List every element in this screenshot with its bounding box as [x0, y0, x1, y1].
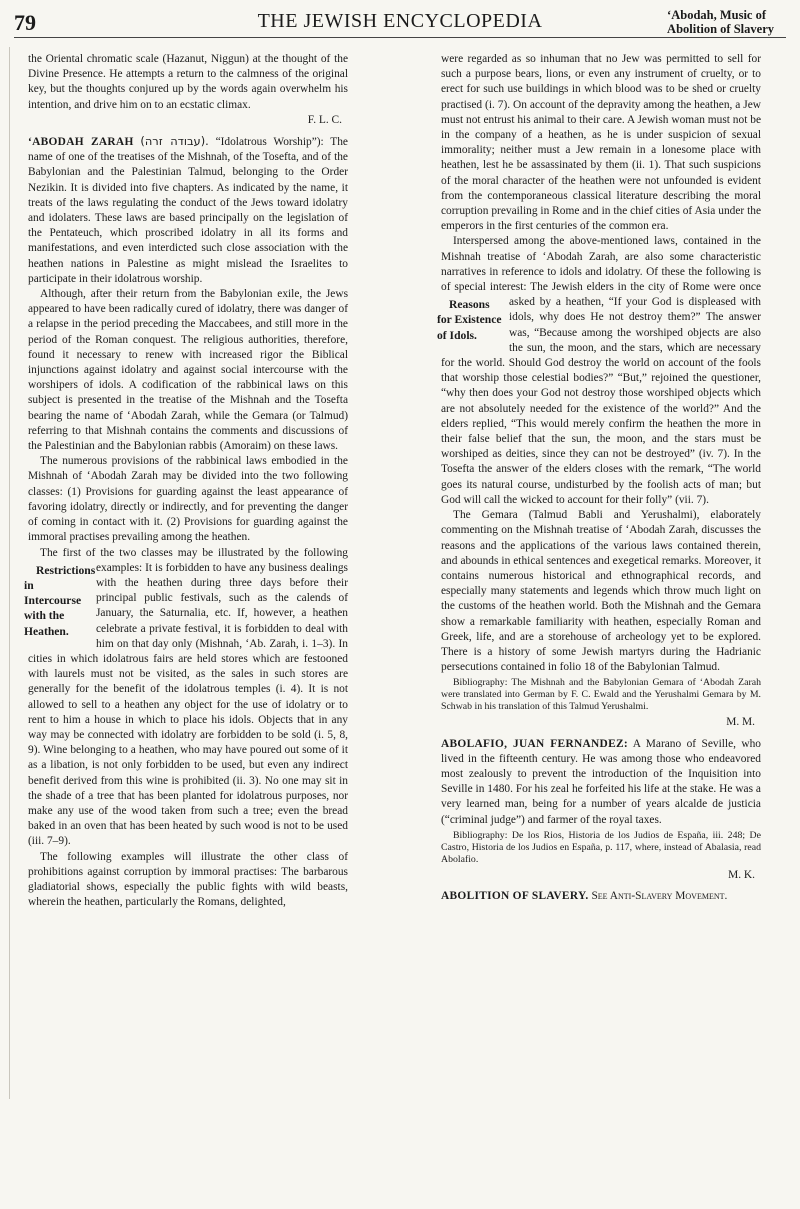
abodah-zarah-paragraph-2: Although, after their return from the Babylonian exile, the Jews appeared to have been radically cured of idolatry, there was danger of a relapse in the period preceding the Maccabees, and still more in the period of the Roman conquest. The religious authorities, therefore, found it necessary to renew with increased rigor the Biblical injunctions against idolatry and against social intercourse with the worshipers of idols. A codification of the rabbinical laws on this subject is presented in the treatise of the Mishnah and the Tosefta bearing the name of ‘Abodah Zarah, while the Gemara (or Talmud) referring to that Mishnah contains the comments and discussions of the Palestinian and the Babylonian rabbis (Amoraim) on these laws.: [28, 288, 348, 453]
abolafio-title: ABOLAFIO, JUAN FERNANDEZ:: [441, 737, 628, 750]
bibliography-abolafio: Bibliography: De los Rios, Historia de los Judios de España, iii. 248; De Castro, Historia de los Judios en España, p. 117, where, instead of Abalasia, read Abolafio.: [441, 829, 761, 865]
sidenote-reasons: Reasons for Existence of Idols.: [437, 298, 502, 342]
margin-rule: [9, 47, 10, 1099]
left-column: [24, 52, 348, 910]
header-rule: [14, 37, 786, 38]
music-paragraph-end: the Oriental chromatic scale (Hazanut, Niggun) at the thought of the Divine Presence. He attempts a return to the calmness of the original key, but the thoughts conjured up by the words again overwhelm his intention, and drive him on to an ecstatic climax.: [28, 53, 348, 111]
running-title: THE JEWISH ENCYCLOPEDIA: [257, 10, 543, 32]
abodah-zarah-paragraph-3: The numerous provisions of the rabbinical laws embodied in the Mishnah of ‘Abodah Zarah may be divided into the two following classes: (1) Provisions for guarding against the least appearance of favoring idolatry, directly or indirectly, and for preventing the danger of coming in contact with it. (2) Provisions for guarding against the immoral practises prevailing among the heathen.: [28, 455, 348, 544]
abolafio-text: A Marano of Seville, who lived in the fifteenth century. He was among those who endeavored most zealously to prevent the introduction of the Inquisition into Seville in 1480. For his zeal he forfeited his life at the stake. He was a very learned man, being for a number of years alcalde de justicia (“criminal judge”) and farmer of the royal taxes.: [441, 737, 761, 826]
running-topic: [667, 8, 774, 36]
abodah-zarah-title: ‘ABODAH ZARAH: [28, 136, 134, 149]
abodah-zarah-hebrew: (עבודה זרה).: [140, 134, 209, 149]
paragraph-4-start: The first of the two classes may be illustrated by the following examples: It is forbidden to have any: [40, 546, 348, 574]
paragraph-4-rest: business dealings with the heathen during three days before their principal public festivals, such as the calends of January, the Saturnalia, etc. If, however, a heathen celebrate a private festival, it is forbidden to deal with him on that day only (Mishnah, ‘Ab. Zarah, i. 1–3). In cities in which idolatrous fairs are held stores which are festooned with laurels must not be visited, as the sales in such stores are generally for the benefit of the idolatrous temples (i. 4). It is not allowed to sell to a heathen any object for the use of idolatry or to rent to him a house in which to place his idols. Objects that in any way may be connected with idolatry are forbidden to be sold (i. 5, 8, 9). Wine belonging to a heathen, who may have poured out some of it as a libation, is not only forbidden to be used, but even any indirect benefit derived from this wine is prohibited (ii. 3). No one may sit in the shade of a tree that has been planted for idolatrous purposes, nor make any use of the wood taken from such a tree; even the bread baked in an oven that has been heated by such wood is not to be used (iii. 7–9).: [28, 561, 348, 848]
page-number: 79: [14, 10, 36, 35]
signature-mm: M. M.: [726, 716, 755, 729]
abodah-zarah-text: “Idolatrous Worship”): The name of one of the treatises of the Mishnah, of the Tosefta, and of the Babylonian and the Palestinian Talmud, belonging to the Order Nezikin. It is divided into five chapters. As indicated by the name, it treats of the laws regulating the conduct of the Jews toward idolatry and idolaters. These laws are based principally on the legislation of the Pentateuch, which proscribed idolatry in all its forms and manifestations, and even interdicted such close association with the heathen nations in Palestine as might mislead the Israelites to participate in their idolatrous worship.: [28, 136, 348, 285]
cross-reference-link[interactable]: See Anti-Slavery Movement.: [591, 889, 728, 902]
bibliography-abodah-zarah: Bibliography: The Mishnah and the Babylonian Gemara of ‘Abodah Zarah were translated into German by F. C. Ewald and the Yerushalmi Gemara by M. Schwab in his translation of this Talmud Yerushalmi.: [441, 677, 761, 713]
abodah-zarah-paragraph-5: The following examples will illustrate the other class of prohibitions against corruption by immoral practises: The barbarous gladiatorial shows, especially the public fights with wild beasts, wherein the heathen, particularly the Romans, delighted,: [28, 850, 348, 909]
right-paragraph-2-rest: “If your God is displeased with idols, why does He not destroy them?” The answer was, “Because among the worshiped objects are also the sun, the moon, and the stars, which are necessary for the world. Should God destroy the world on account of the fools that worship those celestial bodies?” “But,” rejoined the questioner, “why then does your God not destroy those worshiped objects which are not absolutely needed for the existence of the world?” And the elders replied, “This would merely confirm the heathen the more in their false belief that the sun, the moon, and the stars must be worshiped as deities, since they can not be destroyed” (iv. 7). In the Tosefta the answer of the elders closes with the remark, “The world goes its natural course, undisturbed by the foolish acts of man; but God will call the wicked to account for their folly” (vii. 7).: [441, 296, 761, 506]
music-signature: F. L. C.: [307, 113, 342, 126]
abolition-slavery-entry: [441, 889, 761, 904]
right-paragraph-2-start: Interspersed among the above-mentioned laws, contained in the Mishnah treatise of ‘Abodah Zarah, are also some characteristic narratives in reference to idols and idolatry. Of these the following is of special interest: The Jewish elders in the city of Rome were once asked by a heathen,: [441, 235, 761, 309]
sidenote-restrictions: Restrictions in Intercourse with the Heathen.: [24, 563, 96, 638]
abolafio-entry: [441, 737, 761, 828]
right-column: [437, 52, 761, 904]
running-topic-line-1: ‘Abodah, Music of: [667, 8, 767, 22]
abodah-zarah-paragraph-4: [24, 546, 348, 850]
right-paragraph-2: [437, 234, 761, 508]
right-paragraph-1: were regarded as so inhuman that no Jew was permitted to sell for such a purpose bears, lions, or even any instrument of cruelty, or to erect for such use buildings in which blood was to be shed or cruelty practised (i. 7). On account of the depravity among the heathen, a Jew must not entrust his animal to their care. A Jewish woman must not be in the company of a heathen, as he is under suspicion of sexual immorality; neither must a Jew remain in a lonesome place with heathen, lest he be assassinated by them (ii. 1). That such suspicions of the moral character of the heathen were not unfounded is evident from the contemporaneous classical literature describing the moral corruption prevailing in Rome and in the chief cities of Asia under the emperors in the first centuries of the common era.: [441, 53, 761, 233]
abolition-slavery-title: ABOLITION OF SLAVERY.: [441, 889, 589, 902]
signature-mk: M. K.: [728, 868, 755, 881]
abodah-zarah-entry: [28, 134, 348, 287]
running-topic-line-2: Abolition of Slavery: [667, 22, 774, 36]
right-paragraph-3: The Gemara (Talmud Babli and Yerushalmi), elaborately commenting on the Mishnah treatise of ‘Abodah Zarah, discusses the reasons and the applications of the various laws contained therein, and abounds in ethical sentences and exegetical remarks. Moreover, it contains numerous historical and ethnographical records, and especially many statements and legends which throw much light on the customs of the heathen world. Both the Mishnah and the Gemara show a remarkable familiarity with heathen, especially Roman and Greek, life, and are a storehouse of archeology yet to be explored. There is a history of some Jewish martyrs during the Hadrianic persecutions contained in folio 18 of the Babylonian Talmud.: [441, 509, 761, 674]
